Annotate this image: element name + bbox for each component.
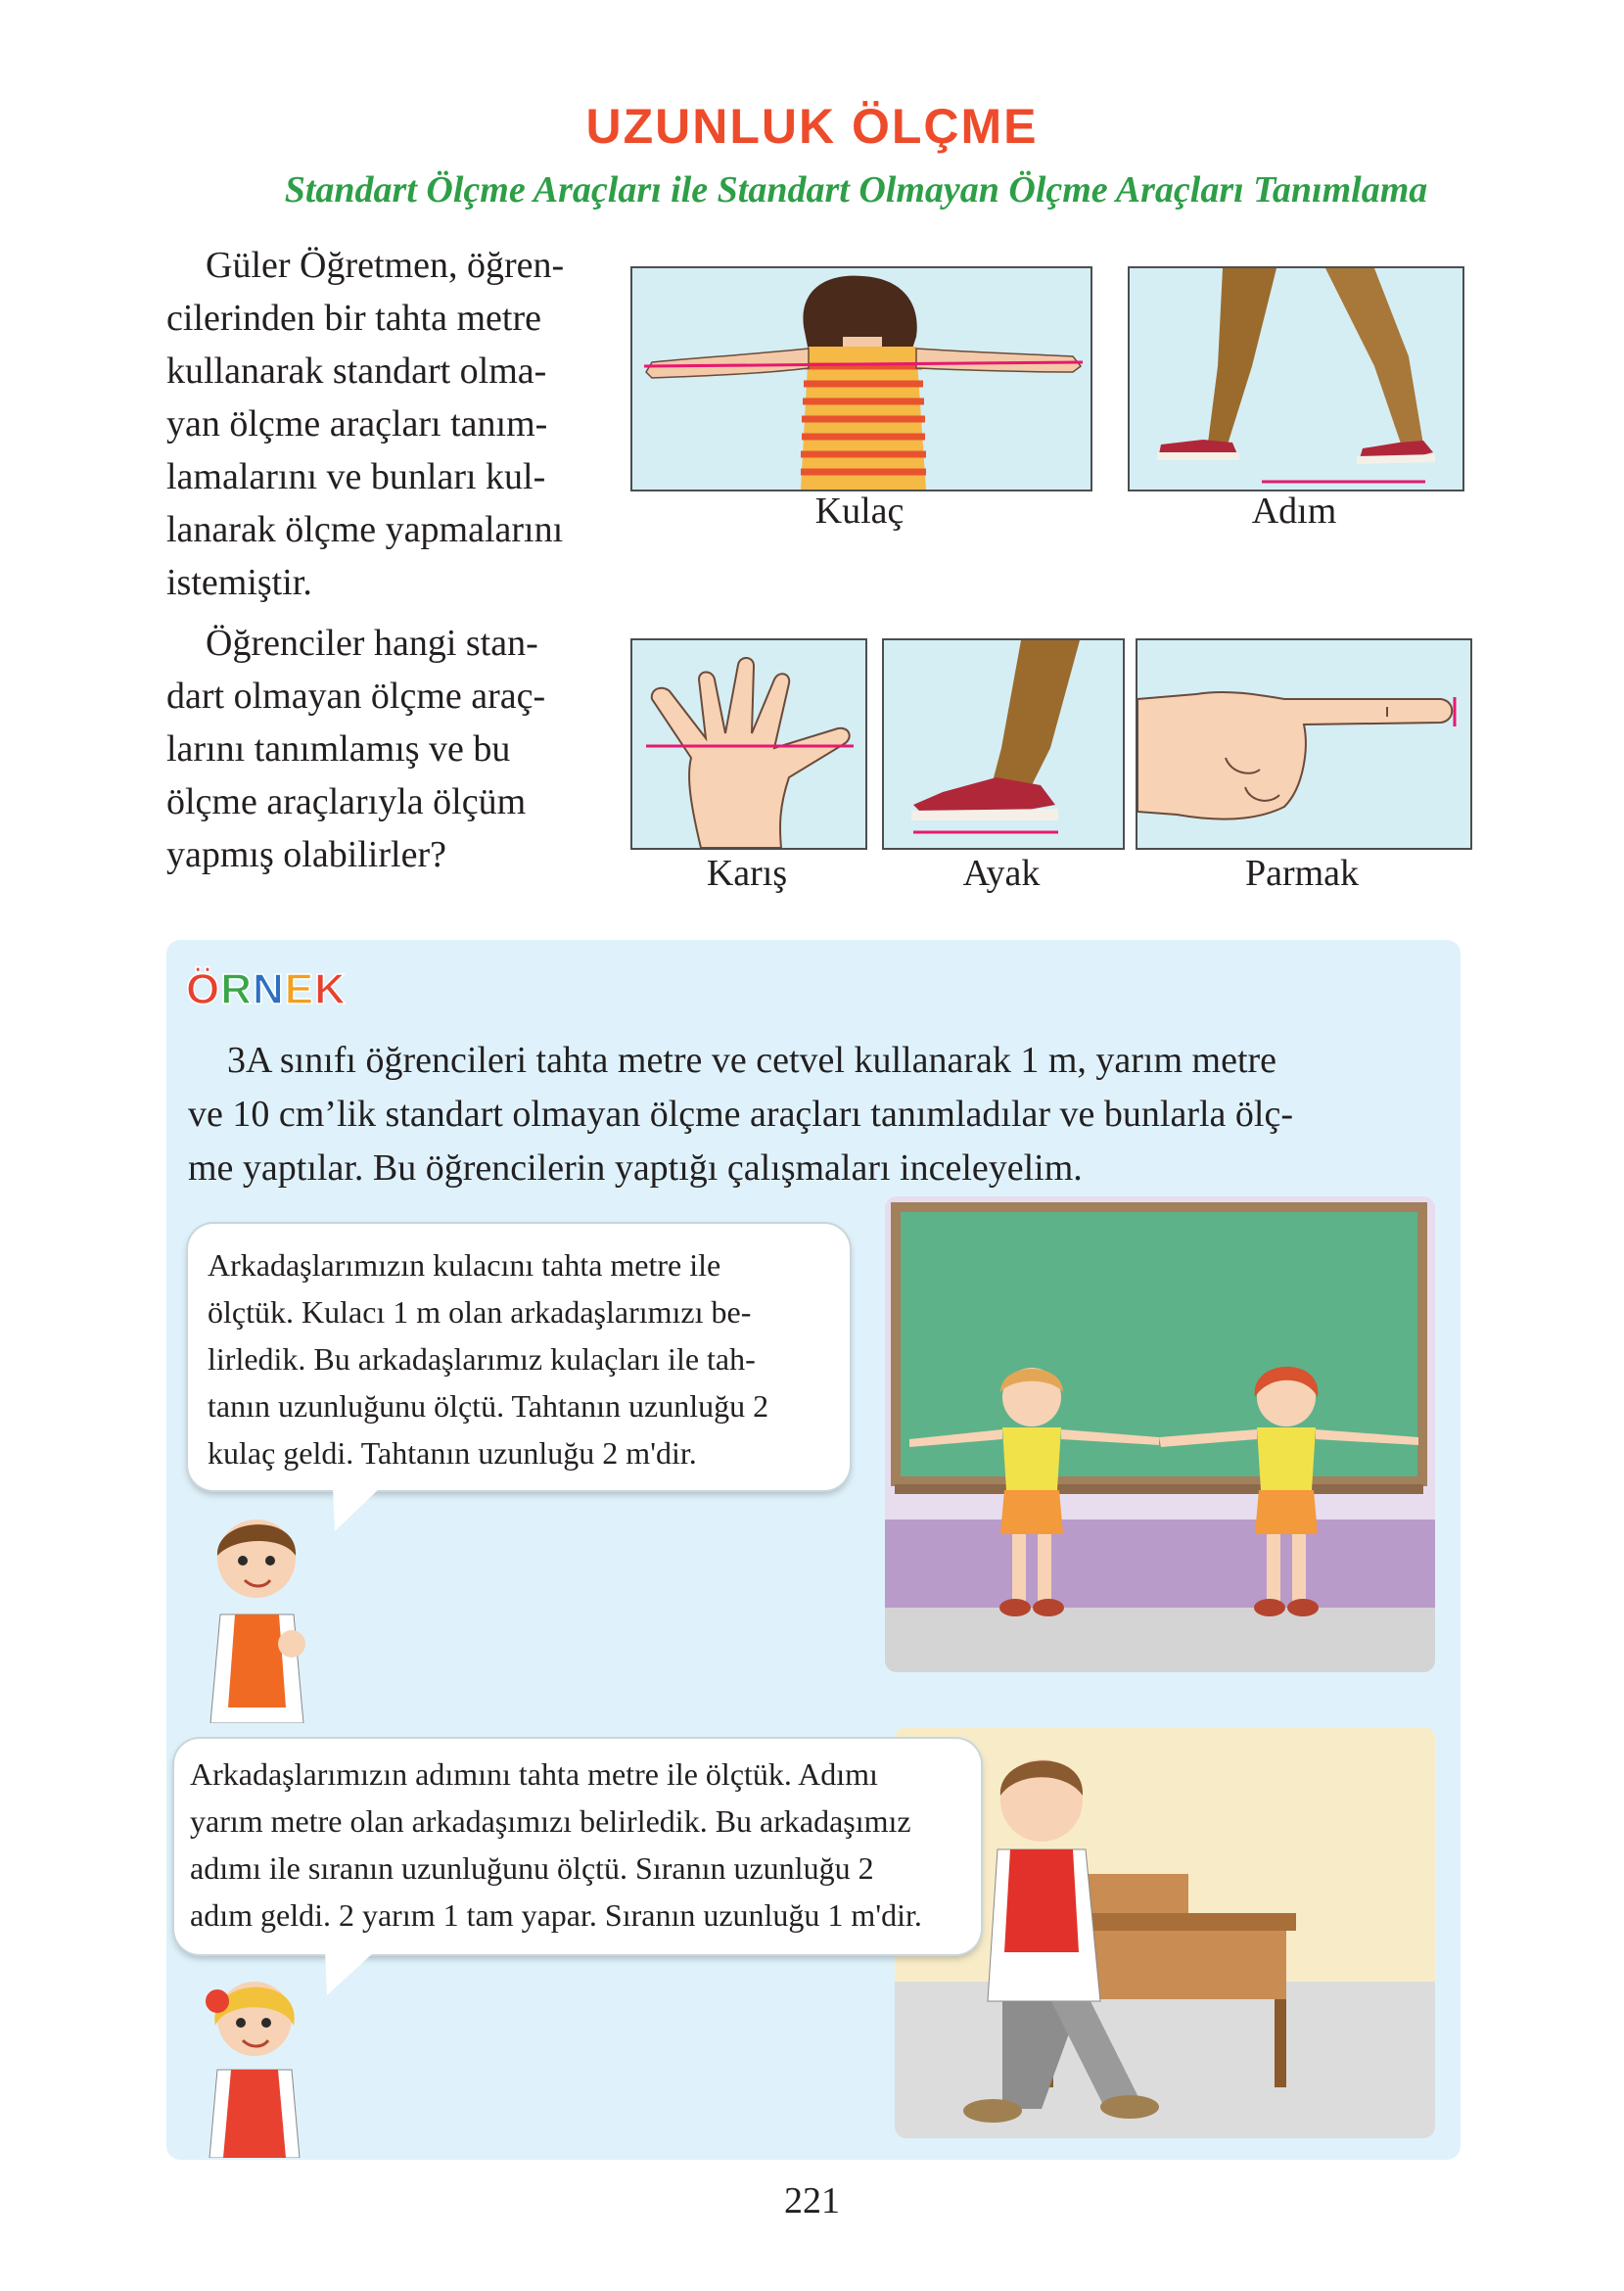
boy-avatar [196,1512,323,1723]
example-line: 3A sınıfı öğrencileri tahta metre ve cetvel kullanarak 1 m, yarım metre [227,1040,1277,1081]
kulac-caption: Kulaç [814,491,905,532]
bubble-line: lirledik. Bu arkadaşlarımız kulaçları ile tah- [208,1341,756,1377]
ayak-illustration [882,638,1125,850]
ornek-label [186,965,347,1014]
ornek-letter: R [220,965,254,1013]
parmak-caption: Parmak [1244,853,1360,894]
kulac-illustration [630,266,1092,491]
intro-line: ölçme araçlarıyla ölçüm [166,781,527,822]
intro-line: Öğrenciler hangi stan- [206,623,538,664]
ornek-letter: Ö [186,965,221,1013]
bubble-line: yarım metre olan arkadaşımızı belirledik. Bu arkadaşımız [190,1803,911,1839]
intro-line: yapmış olabilirler? [166,834,446,875]
intro-line: istemiştir. [166,562,312,603]
example-text [188,1034,1443,1195]
ornek-letter: K [314,965,347,1013]
ayak-caption: Ayak [962,853,1041,894]
intro-line: kullanarak standart olma- [166,351,547,392]
intro-line: cilerinden bir tahta metre [166,298,541,339]
adim-illustration [1128,266,1464,491]
bubble-line: Arkadaşlarımızın adımını tahta metre ile ölçtük. Adımı [190,1756,878,1792]
intro-paragraph-1 [166,239,605,609]
speech-bubble-tail [323,1486,392,1535]
intro-line: dart olmayan ölçme araç- [166,676,546,717]
intro-line: lanarak ölçme yapmalarını [166,509,564,550]
bubble-line: ölçtük. Kulacı 1 m olan arkadaşlarımızı be- [208,1294,752,1330]
adim-caption: Adım [1251,491,1337,532]
intro-line: larını tanımlamış ve bu [166,728,511,770]
speech-bubble-1 [188,1224,850,1490]
example-line: ve 10 cm’lik standart olmayan ölçme araçları tanımladılar ve bunlarla ölç- [188,1094,1293,1135]
intro-line: yan ölçme araçları tanım- [166,403,548,444]
bubble-line: adımı ile sıranın uzunluğunu ölçtü. Sıranın uzunluğu 2 [190,1850,874,1886]
page-subtitle: Standart Ölçme Araçları ile Standart Olmayan Ölçme Araçları Tanımlama [284,169,1428,210]
parmak-illustration [1136,638,1472,850]
example-line: me yaptılar. Bu öğrencilerin yaptığı çalışmaları inceleyelim. [188,1147,1083,1189]
page-number: 221 [784,2180,840,2221]
bubble-line: tanın uzunluğunu ölçtü. Tahtanın uzunluğu 2 [208,1388,769,1424]
intro-line: Güler Öğretmen, öğren- [206,245,565,286]
speech-bubble-tail [315,1950,384,1999]
bubble-line: Arkadaşlarımızın kulacını tahta metre ile [208,1247,721,1283]
speech-bubble-2 [174,1739,981,1954]
karis-caption: Karış [706,853,788,894]
karis-illustration [630,638,867,850]
ornek-letter: N [253,965,285,1013]
bubble-line: kulaç geldi. Tahtanın uzunluğu 2 m'dir. [208,1435,697,1471]
ornek-letter: E [284,965,315,1013]
intro-paragraph-2 [166,617,605,881]
page-title: UZUNLUK ÖLÇME [585,99,1039,154]
intro-line: lamalarını ve bunları kul- [166,456,546,497]
bubble-line: adım geldi. 2 yarım 1 tam yapar. Sıranın uzunluğu 1 m'dir. [190,1897,922,1933]
girl-avatar [196,1972,313,2158]
blackboard-illustration [885,1196,1435,1672]
